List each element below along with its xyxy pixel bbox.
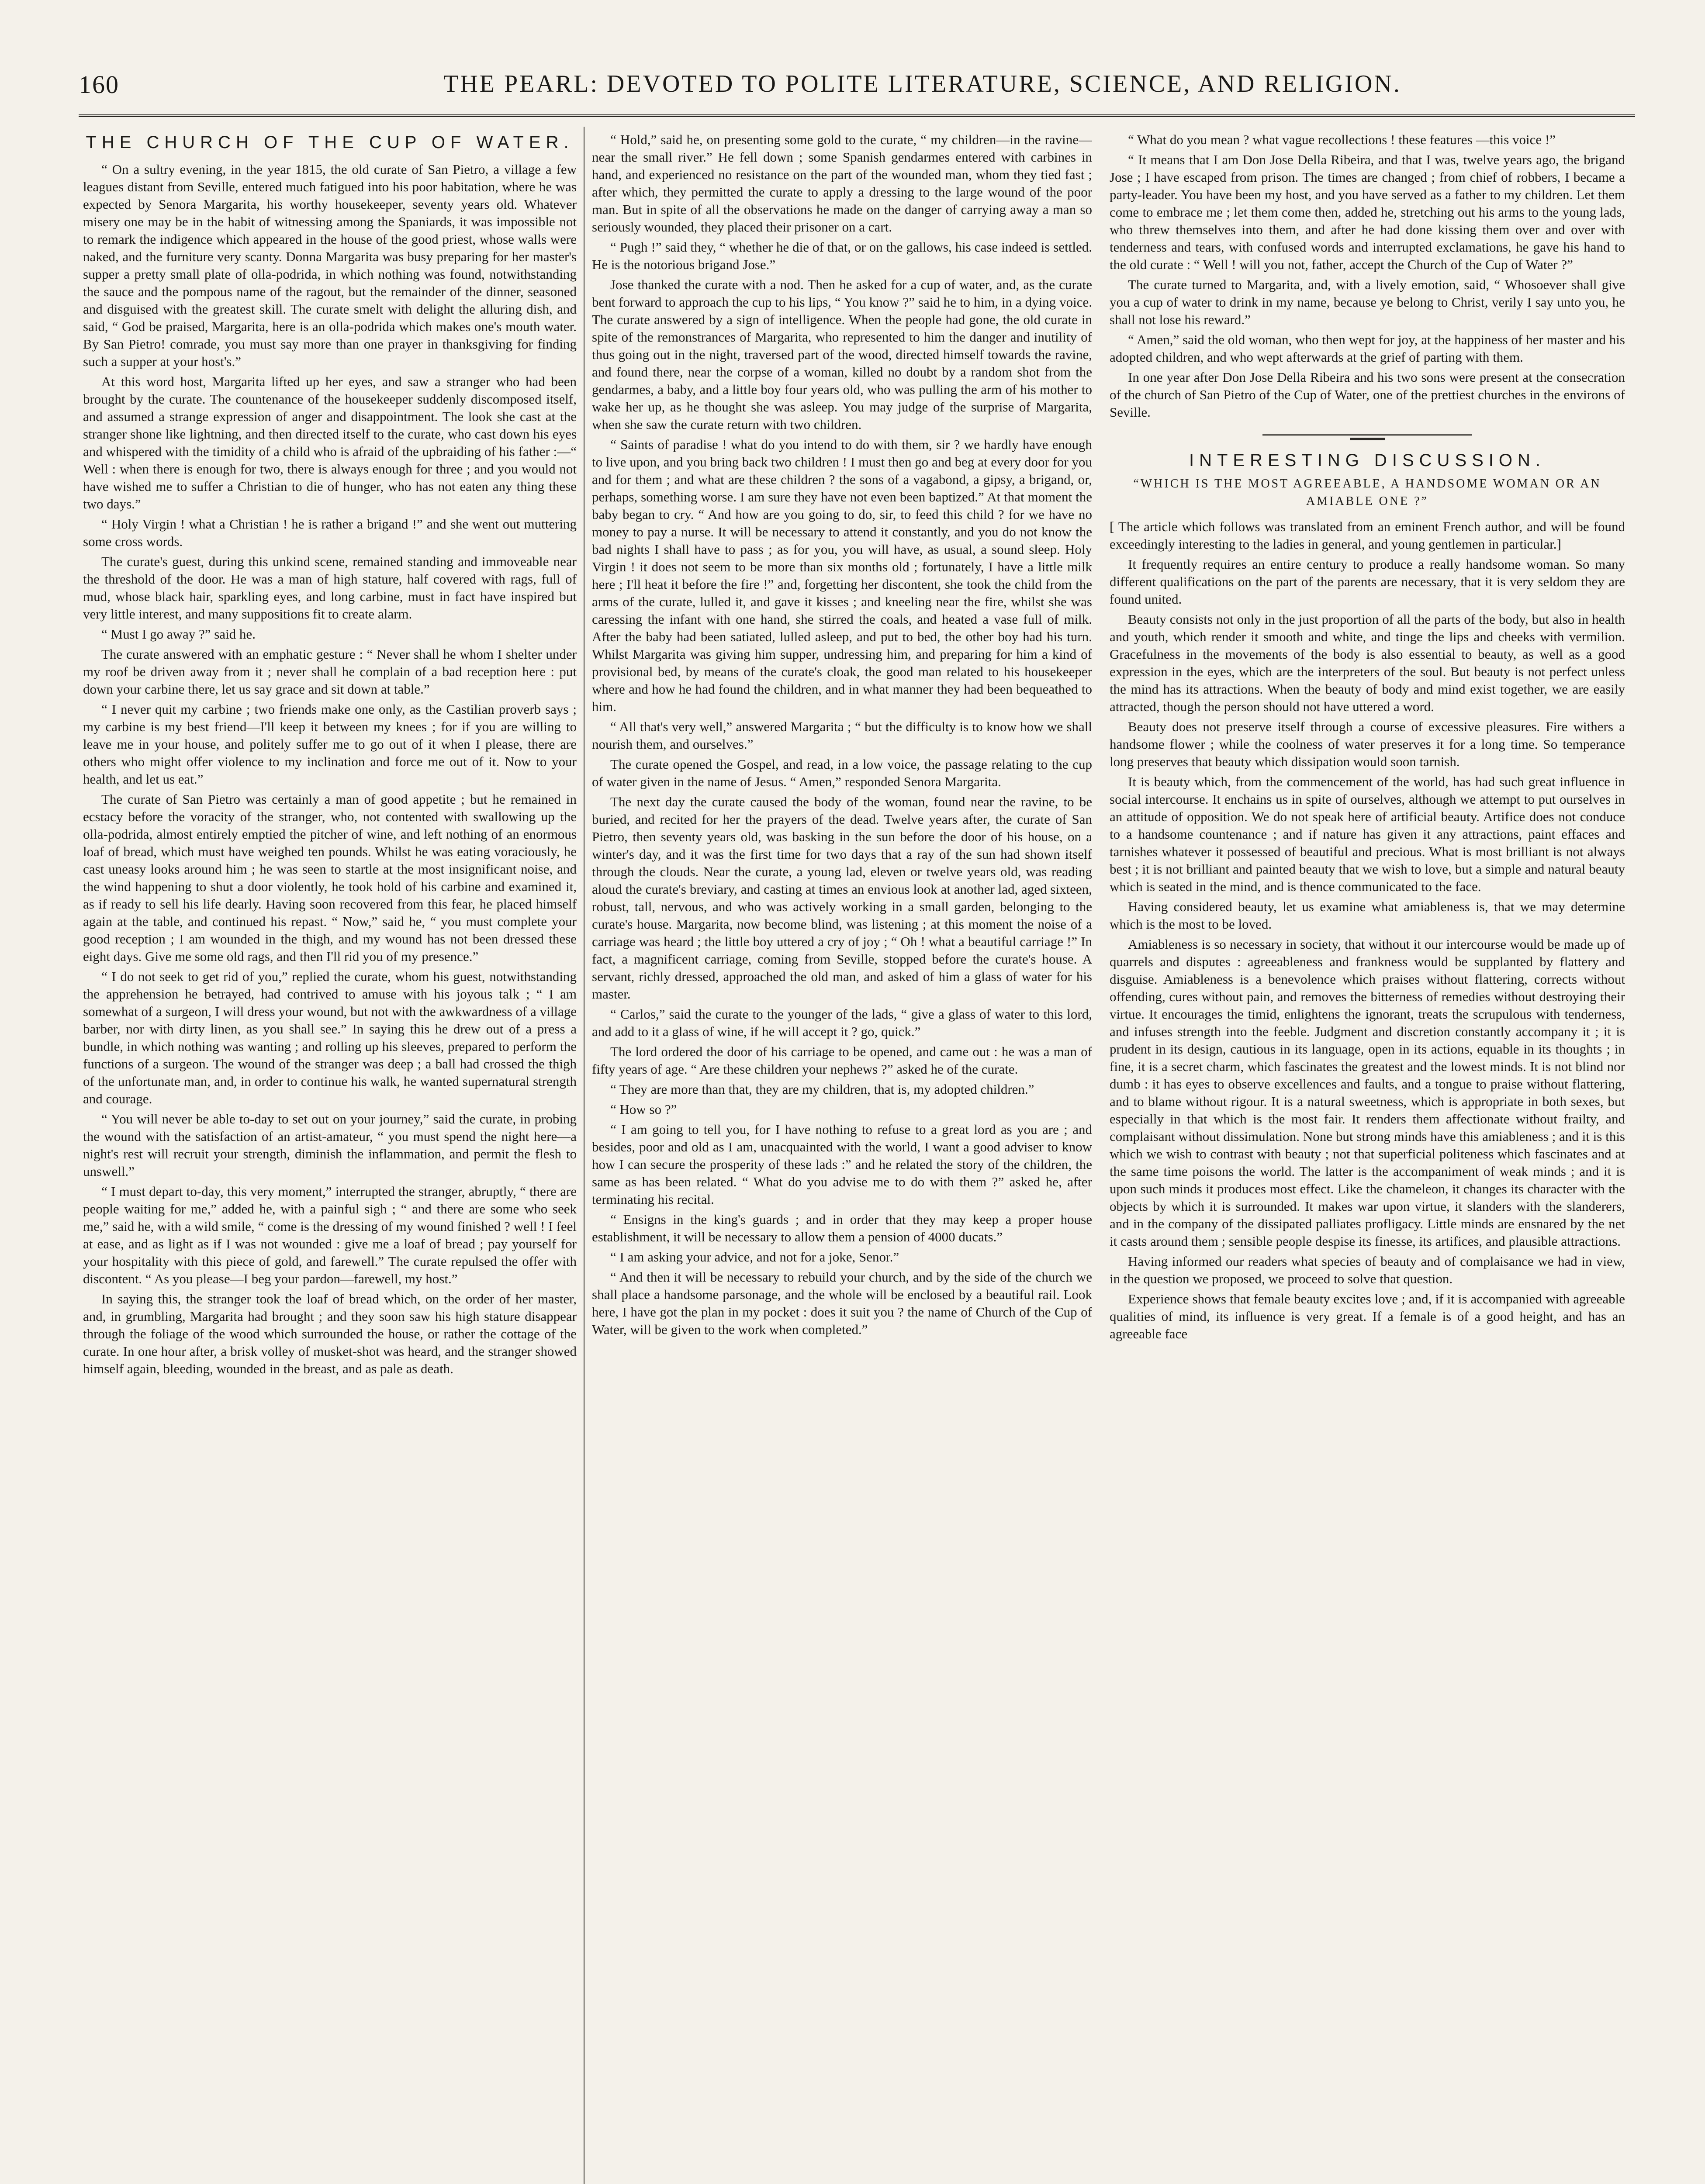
paragraph: Having informed our readers what species of beauty and of complaisance we had in view, in the question we proposed, we proceed to solve that question. [1110, 1254, 1625, 1286]
paragraph: “ And then it will be necessary to rebuild your church, and by the side of the church we shall place a handsome parsonage, and the whole will be enclosed by a beautiful rail. Look here, I have got the plan in my pocket : does it suit you ? the name of Church of the Cup of Water, will be given to the work when completed.” [592, 1269, 1092, 1337]
section-ornament [1262, 434, 1472, 444]
article-title: THE CHURCH OF THE CUP OF WATER. [86, 133, 574, 152]
column-1 [83, 131, 577, 2184]
article-title: INTERESTING DISCUSSION. [1189, 451, 1546, 470]
paragraph: Beauty consists not only in the just proportion of all the parts of the body, but also in health and youth, which render it smooth and white, and tinge the lips and cheeks with vermilion. Gracefulness in the movements of the body is also essential to beauty, as well as a good expression in the eyes, which are the interpreters of the soul. But beauty is not perfect unless the mind has its attractions. When the beauty of body and mind exist together, we are easily attracted, though the person should not have uttered a word. [1110, 612, 1625, 714]
paragraph: “ Carlos,” said the curate to the younger of the lads, “ give a glass of water to this lord, and add to it a glass of wine, if he will accept it ? go, quick.” [592, 1006, 1092, 1039]
paragraph: Amiableness is so necessary in society, that without it our intercourse would be made up of quarrels and disputes : agreeableness and frankness would be supplanted by flattery and disguise. Amiableness is a benevolence which praises without flattering, corrects without offending, cures without pain, and removes the bitterness of remedies without destroying their virtue. It encourages the timid, enlightens the ignorant, treats the scrupulous with tenderness, and infuses strength into the feeble. Judgment and discretion constantly accompany it ; it is prudent in its design, cautious in its language, open in its actions, equable in its thoughts ; in fine, it is a secret charm, which fascinates the greatest and the lowest minds. It is not blind nor dumb : it has eyes to observe excellences and faults, and a tongue to praise without flattering, and to blame without rigour. It is a natural sweetness, which is appropriate in both sexes, but especially in that which is the most fair. It renders them affectionate without frailty, and complaisant without dissimulation. None but strong minds have this amiableness ; and it is this which we wish to contrast with beauty ; not that superficial politeness which fascinates and at the same time poisons the world. The latter is the accompaniment of weak minds ; and it is upon such minds it produces most effect. Like the chameleon, it changes its character with the objects by which it is surrounded. It makes war upon virtue, it slanders with the slanderers, and in the company of the dissipated palliates profligacy. Little minds are ensnared by the net it casts around them ; sensible people despise its finesse, its artifices, and plausible attractions. [1110, 936, 1625, 1249]
paragraph: “ I must depart to-day, this very moment,” interrupted the stranger, abruptly, “ there are people waiting for me,” added he, with a painful sigh ; “ and there are some who seek me,” said he, with a wild smile, “ come is the dressing of my wound finished ? well ! I feel at ease, and as light as if I was not wounded : give me a loaf of bread ; pay yourself for your hospitality with this piece of gold, and farewell.” The curate repulsed the offer with discontent. “ As you please—I beg your pardon—farewell, my host.” [83, 1184, 577, 1286]
paragraph: “ Hold,” said he, on presenting some gold to the curate, “ my children—in the ravine—near the small river.” He fell down ; some Spanish gendarmes entered with carbines in hand, and experienced no resistance on the part of the wounded man, whom they tied fast ; after which, they permitted the curate to apply a dressing to the large wound of the poor man. But in spite of all the observations he made on the danger of carrying away a man so seriously wounded, they placed their prisoner on a cart. [592, 132, 1092, 235]
column-rule [1101, 127, 1102, 2184]
paragraph: In one year after Don Jose Della Ribeira and his two sons were present at the consecration of the church of San Pietro of the Cup of Water, one of the prettiest churches in the environs of Seville. [1110, 370, 1625, 420]
paragraph: “ Saints of paradise ! what do you intend to do with them, sir ? we hardly have enough to live upon, and you bring back two children ! I must then go and beg at every door for you and for them ; and what are these children ? the sons of a vagabond, a gipsy, a brigand, or, perhaps, something worse. I am sure they have not even been baptized.” At that moment the baby began to cry. “ And how are you going to do, sir, to feed this child ? for we have no money to pay a nurse. It will be necessary to attend it constantly, and you do not know the bad nights I shall have to pass ; as for you, you will have, as usual, a sound sleep. Holy Virgin ! it does not seem to be more than six months old ; fortunately, I have a little milk here ; I'll heat it before the fire !” and, forgetting her discontent, she took the child from the arms of the curate, lulled it, and gave it kisses ; and kneeling near the fire, whilst she was caressing the infant with one hand, she stirred the coals, and heated a vase full of milk. After the baby had been satiated, lulled asleep, and put to bed, the other boy had his turn. Whilst Margarita was giving him supper, undressing him, and preparing for him a kind of provisional bed, by means of the curate's cloak, the good man related to his housekeeper where and how he had found the children, and in what manner they had been bequeathed to him. [592, 437, 1092, 714]
paragraph: It is beauty which, from the commencement of the world, has had such great influence in social intercourse. It enchains us in spite of ourselves, although we attempt to put ourselves in an attitude of opposition. We do not speak here of artificial beauty. Artifice does not conduce to a handsome countenance ; and if nature has given it any attractions, paint effaces and tarnishes whatever it possessed of beautiful and precious. What is most brilliant is not always best ; it is not brilliant and painted beauty that we wish to love, but a simple and natural beauty which is seated in the mind, and is thence communicated to the face. [1110, 774, 1625, 894]
paragraph: “ They are more than that, they are my children, that is, my adopted children.” [610, 1082, 1034, 1097]
paragraph: At this word host, Margarita lifted up her eyes, and saw a stranger who had been brought by the curate. The countenance of the housekeeper suddenly discomposed itself, and assumed a strange expression of anger and disappointment. The look she cast at the stranger shone like lightning, and then directed itself to the curate, who cast down his eyes and whispered with the timidity of a child who is afraid of the upbraiding of his father :—“ Well : when there is enough for two, there is always enough for three ; and you would not have wished me to suffer a Christian to die of hunger, who has not eaten any thing these two days.” [83, 374, 577, 511]
paragraph: “ All that's very well,” answered Margarita ; “ but the difficulty is to know how we shall nourish them, and ourselves.” [592, 719, 1092, 752]
paragraph: The curate of San Pietro was certainly a man of good appetite ; but he remained in ecstacy before the voracity of the stranger, who, not contented with swallowing up the olla-podrida, almost entirely emptied the pitcher of wine, and left nothing of an enormous loaf of bread, which must have weighed ten pounds. Whilst he was eating voraciously, he cast uneasy looks around him ; he was seen to startle at the most insignificant noise, and the wind happening to shut a door violently, he took hold of his carbine and examined it, as if ready to sell his life dearly. Having soon recovered from this fear, he placed himself again at the table, and continued his repast. “ Now,” said he, “ you must complete your good reception ; I am wounded in the thigh, and my wound has not been dressed these eight days. Give me some old rags, and then I'll rid you of my presence.” [83, 791, 577, 964]
paragraph: The lord ordered the door of his carriage to be opened, and came out : he was a man of fifty years of age. “ Are these children your nephews ?” asked he of the curate. [592, 1044, 1092, 1077]
paragraph: “ Holy Virgin ! what a Christian ! he is rather a brigand !” and she went out muttering some cross words. [83, 516, 577, 549]
paragraph: Jose thanked the curate with a nod. Then he asked for a cup of water, and, as the curate bent forward to approach the cup to his lips, “ You know ?” said he to him, in a dying voice. The curate answered by a sign of intelligence. When the people had gone, the old curate in spite of the remonstrances of Margarita, who represented to him the danger and inutility of thus going out in the night, traversed part of the wood, directed himself towards the ravine, and found there, near the corpse of a woman, killed no doubt by a random shot from the gendarmes, a baby, and a little boy four years old, who was pulling the arm of his mother to wake her up, as he thought she was asleep. You may judge of the surprise of Margarita, when she saw the curate return with two children. [592, 277, 1092, 432]
column-3 [1110, 131, 1625, 2184]
paragraph: “ I am asking your advice, and not for a joke, Senor.” [610, 1249, 899, 1265]
paragraph: Experience shows that female beauty excites love ; and, if it is accompanied with agreeable qualities of mind, its influence is very great. If a female is of a good height, and has an agreeable face [1110, 1291, 1625, 1341]
page-number: 160 [79, 70, 119, 99]
paragraph: “ I am going to tell you, for I have nothing to refuse to a great lord as you are ; and besides, poor and old as I am, unacquainted with the world, I want a good adviser to know how I can secure the prosperity of these lads :” and he related the story of the children, the same as has been related. “ What do you advise me to do with them ?” asked he, after terminating his recital. [592, 1122, 1092, 1207]
paragraph: The curate's guest, during this unkind scene, remained standing and immoveable near the threshold of the door. He was a man of high stature, half covered with rags, full of mud, whose black hair, sparkling eyes, and long carbine, must in fact have inspired but very little interest, and many suppositions fit to create alarm. [83, 554, 577, 622]
paragraph: “ Ensigns in the king's guards ; and in order that they may keep a proper house establishment, it will be necessary to allow them a pension of 4000 ducats.” [592, 1212, 1092, 1244]
header-rule [79, 114, 1635, 117]
running-title: THE PEARL: DEVOTED TO POLITE LITERATURE, SCIENCE, AND RELIGION. [443, 70, 1401, 97]
paragraph: “ What do you mean ? what vague recollections ! these features —this voice !” [1128, 132, 1556, 147]
paragraph: “ Pugh !” said they, “ whether he die of that, or on the gallows, his case indeed is settled. He is the notorious brigand Jose.” [592, 239, 1092, 272]
paragraph: The next day the curate caused the body of the woman, found near the ravine, to be buried, and recited for her the prayers of the dead. Twelve years after, the curate of San Pietro, then seventy years old, was basking in the sun before the door of his house, on a winter's day, and it was the first time for two days that a ray of the sun had shown itself through the clouds. Near the curate, a young lad, eleven or twelve years old, was reading aloud the curate's breviary, and casting at times an envious look at another lad, aged sixteen, robust, tall, nervous, and who was actively working in a small garden, belonging to the curate's house. Margarita, now become blind, was listening ; at this moment the noise of a carriage was heard ; the little boy uttered a cry of joy ; “ Oh ! what a beautiful carriage !” In fact, a magnificent carriage, coming from Seville, stopped before the curate's house. A servant, richly dressed, approached the old man, and asked of him a glass of water for his master. [592, 794, 1092, 1002]
paragraph: “ Must I go away ?” said he. [101, 626, 256, 642]
paragraph: The curate opened the Gospel, and read, in a low voice, the passage relating to the cup of water given in the name of Jesus. “ Amen,” responded Senora Margarita. [592, 757, 1092, 789]
paragraph: The curate answered with an emphatic gesture : “ Never shall he whom I shelter under my roof be driven away from it ; never shall he complain of a bad reception here : put down your carbine there, let us say grace and sit down at table.” [83, 646, 577, 697]
paragraph: “ It means that I am Don Jose Della Ribeira, and that I was, twelve years ago, the brigand Jose ; I have escaped from prison. The times are changed ; from chief of robbers, I became a party-leader. You have been my host, and you have served as a father to my children. Let them come to embrace me ; let them come then, added he, stretching out his arms to the young lads, who threw themselves into them, and after he had done kissing them over and over with tenderness and tears, with confused words and interrupted exclamations, he gave his hand to the old curate : “ Well ! will you not, father, accept the Church of the Cup of Water ?” [1110, 152, 1625, 272]
paragraph: “ I never quit my carbine ; two friends make one only, as the Castilian proverb says ; my carbine is my best friend—I'll keep it between my knees ; for if you are willing to leave me in your house, and politely suffer me to go out of it when I please, there are others who might offer violence to my inclination and force me out of it. Now to your health, and let us eat.” [83, 702, 577, 787]
paragraph: In saying this, the stranger took the loaf of bread which, on the order of her master, and, in grumbling, Margarita had brought ; and they soon saw his high stature disappear through the foliage of the wood which surrounded the house, or rather the cottage of the curate. In one hour after, a brisk volley of musket-shot was heard, and the stranger showed himself again, bleeding, wounded in the breast, and as pale as death. [83, 1291, 577, 1376]
paragraph: Beauty does not preserve itself through a course of excessive pleasures. Fire withers a handsome flower ; while the coolness of water preserves it for a long time. So temperance long preserves that beauty which dissipation would soon tarnish. [1110, 719, 1625, 769]
paragraph: “ Amen,” said the old woman, who then wept for joy, at the happiness of her master and his adopted children, and who wept afterwards at the grief of parting with them. [1110, 332, 1625, 365]
paragraph: “ You will never be able to-day to set out on your journey,” said the curate, in probing the wound with the satisfaction of an artist-amateur, “ you must spend the night here—a night's rest will recruit your strength, diminish the inflammation, and permit the flesh to unswell.” [83, 1111, 577, 1179]
paragraph: The curate turned to Margarita, and, with a lively emotion, said, “ Whosoever shall give you a cup of water to drink in my name, because ye belong to Christ, verily I say unto you, he shall not lose his reward.” [1110, 277, 1625, 327]
page-header [79, 66, 1635, 109]
column-rule [584, 127, 585, 2184]
article-subtitle: “WHICH IS THE MOST AGREEABLE, A HANDSOME WOMAN OR AN AMIABLE ONE ?” [1133, 477, 1601, 508]
paragraph: “ I do not seek to get rid of you,” replied the curate, whom his guest, notwithstanding the apprehension he betrayed, had contrived to amuse with his joyous talk ; “ I am somewhat of a surgeon, I will dress your wound, but not with the awkwardness of a village barber, nor with dirty linen, as you shall see.” In saying this he drew out of a press a bundle, in which nothing was wanting ; and rolling up his sleeves, prepared to perform the functions of a surgeon. The wound of the stranger was deep ; a ball had crossed the thigh of the unfortunate man, and, in order to continue his walk, he wanted supernatural strength and courage. [83, 969, 577, 1106]
editor-note: [ The article which follows was translated from an eminent French author, and will be found exceedingly interesting to the ladies in general, and young gentlemen in particular.] [1110, 519, 1625, 552]
column-2 [592, 131, 1092, 2184]
paragraph: Having considered beauty, let us examine what amiableness is, that we may determine which is the most to be loved. [1110, 899, 1625, 932]
paragraph: “ How so ?” [610, 1102, 677, 1117]
paragraph: It frequently requires an entire century to produce a really handsome woman. So many different qualifications on the part of the parents are necessary, that it is very seldom they are found united. [1110, 556, 1625, 607]
paragraph: “ On a sultry evening, in the year 1815, the old curate of San Pietro, a village a few leagues distant from Seville, entered much fatigued into his poor habitation, where he was expected by Senora Margarita, his worthy housekeeper, seventy years old. Whatever misery one may be in the habit of witnessing among the Spaniards, it was impossible not to remark the indigence which appeared in the house of the good priest, whose walls were naked, and the furniture very scanty. Donna Margarita was busy preparing for her master's supper a pretty small plate of olla-podrida, in which nothing was found, notwithstanding the sauce and the pompous name of the ragout, but the remainder of the dinner, seasoned and disguised with the greatest skill. The curate smelt with delight the alluring dish, and said, “ God be praised, Margarita, here is an olla-podrida which makes one's mouth water. By San Pietro! comrade, you must say more than one prayer in thanksgiving for finding such a supper at your host's.” [83, 162, 577, 369]
